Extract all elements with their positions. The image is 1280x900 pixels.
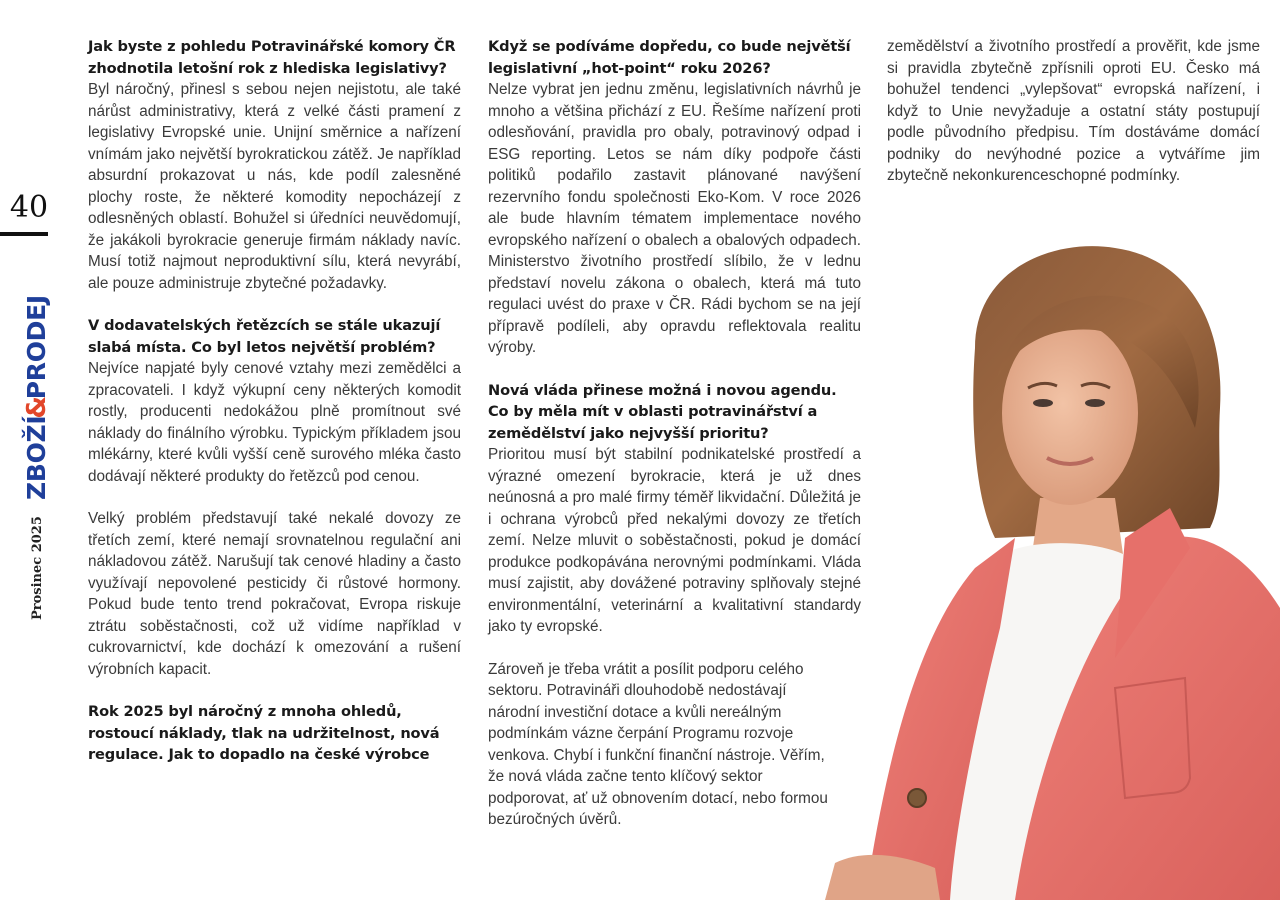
logo-ampersand: & xyxy=(22,396,52,419)
answer-paragraph: Nelze vybrat jen jednu změnu, legislativních návrhů je mnoho a většina přichází z EU. Řešíme nařízení proti odlesňování, pravidla pro obaly, potravinový odpad i ESG reporting. Letos se nám díky podpoře části politiků podařilo zastavit plánované navýšení rezervního fondu společnosti Eko-Kom. V roce 2026 ale bude hlavním tématem implementace nového evropského nařízení o obalech a obalových odpadech. Ministerstvo životního prostředí slíbilo, že v lednu představí novelu zákona o obalech, která má tuto regulaci uvést do praxe v ČR. Rádi bychom se na její přípravě podíleli, aby opravdu reflektovala realitu výroby. xyxy=(488,81,861,356)
article-column-2 xyxy=(488,36,861,831)
article-column-1 xyxy=(88,36,461,766)
answer-paragraph: Zároveň je třeba vrátit a posílit podporu celého sektoru. Potravináři dlouhodobě nedostávají národní investiční dotace a kvůli nereálným podmínkám vázne čerpání Programu rozvoje venkova. Chybí i funkční finanční nástroje. Věřím, že nová vláda začne tento klíčový sektor podporovat, ať už obnovením dotací, nebo formou bezúročných úvěrů. xyxy=(488,660,828,828)
answer-paragraph: zemědělství a životního prostředí a prověřit, kde jsme si pravidla zbytečně zpřísnili oproti EU. Česko má bohužel tendenci „vylepšovat“ evropská nařízení, i když to Unie nevyžaduje a ostatní státy postupují podle původního předpisu. Tím dostáváme domácí podniky do nevýhodné pozice a vytváříme jim zbytečně nekonkurenceschopné podmínky. xyxy=(887,38,1260,184)
logo-part-2: PRODEJ xyxy=(22,295,51,400)
answer-paragraph: Velký problém představují také nekalé dovozy ze třetích zemí, které nemají srovnatelnou regulační ani nákladovou zátěž. Narušují tak cenové hladiny a často využívají nepovolené pesticidy či růstové hormony. Pokud bude tento trend pokračovat, Evropa riskuje ztrátu soběstačnosti, což už vidíme například v cukrovarnictví, kde dochází k omezování a rušení výrobních kapacit. xyxy=(88,510,461,678)
answer-paragraph: Prioritou musí být stabilní podnikatelské prostředí a výrazné omezení byrokracie, která je už dnes neúnosná a pro malé firmy téměř likvidační. Důležitá je i ochrana výrobců před nekalými dovozy ze třetích zemí. Nelze mluvit o soběstačnosti, pokud je domácí produkce podkopávána nerovnými podmínkami. Vláda musí zajistit, aby dovážené potraviny splňovaly stejné environmentální, veterinární a kvalitativní standardy jako ty evropské. xyxy=(488,446,861,635)
logo-part-1: ZBOŽÍ xyxy=(22,415,51,500)
question-heading: Nová vláda přinese možná i novou agendu. Co by měla mít v oblasti potravinářství a zemědělství jako nejvyšší prioritu? xyxy=(488,381,837,442)
page-number: 40 xyxy=(9,190,49,225)
page-number-rule xyxy=(0,232,48,236)
answer-paragraph: Byl náročný, přinesl s sebou nejen nejistotu, ale také nárůst administrativy, která z velké části pramení z legislativy Evropské unie. Unijní směrnice a nařízení vnímám jako největší byrokratickou zátěž. Je například absurdní prokazovat u nás, kde podíl zalesněné plochy roste, že některé komodity nepocházejí z odlesněných oblastí. Bohužel si úředníci neuvědomují, že jakákoli byrokracie generuje firmám náklady navíc. Musí totiž najmout neproduktivní sílu, která nevyrábí, ale pouze administruje zbytečné požadavky. xyxy=(88,81,461,292)
question-heading: Rok 2025 byl náročný z mnoha ohledů, rostoucí náklady, tlak na udržitelnost, nová regulace. Jak to dopadlo na české výrobce xyxy=(88,703,440,763)
question-heading: V dodavatelských řetězcích se stále ukazují slabá místa. Co byl letos největší problém? xyxy=(88,317,441,356)
page-margin xyxy=(0,0,80,900)
article-column-3 xyxy=(887,36,1260,187)
portrait-photo xyxy=(825,208,1280,900)
portrait-illustration xyxy=(825,208,1280,900)
issue-date: Prosinec 2025 xyxy=(30,516,45,620)
answer-paragraph: Nejvíce napjaté byly cenové vztahy mezi zemědělci a zpracovateli. I když výkupní ceny některých komodit rostly, producenti nedokážou plně promítnout své náklady do finálního výrobku. Typickým příkladem jsou mlékárny, které kvůli vyšší ceně surového mléka často dodávají některé produkty do řetězců pod cenou. xyxy=(88,360,461,485)
question-heading: Jak byste z pohledu Potravinářské komory ČR zhodnotila letošní rok z hlediska legislativy? xyxy=(88,38,456,77)
question-heading: Když se podíváme dopředu, co bude největší legislativní „hot-point“ roku 2026? xyxy=(488,38,851,77)
